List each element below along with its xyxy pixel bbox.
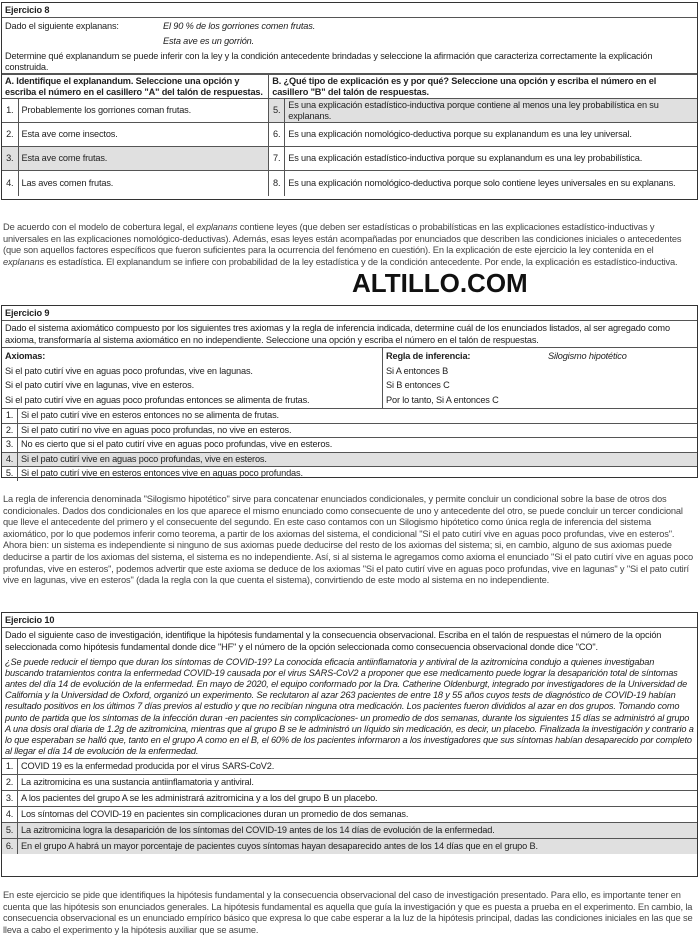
option-b-6[interactable]: Es una explicación nomológico-deductiva porque su explanandum es una ley universal. — [285, 123, 697, 147]
option-number: 3. — [2, 791, 18, 806]
axiom: Si el pato cutirí vive en aguas poco profundas entonces se alimenta de frutas. — [5, 394, 310, 405]
option-b-8[interactable]: Es una explicación nomológico-deductiva porque solo contiene leyes universales en su explanans. — [285, 171, 697, 196]
exercise-9-options — [2, 409, 697, 481]
exercise-10-explanation: En este ejercicio se pide que identifiques la hipótesis fundamental y la consecuencia observacional del caso de investigación presentado. Para ello, es importante tener en cuenta que las hipótesis son enunciados generales. La hipótesis fundamental es aquella que guía la investigación y que es puesta a prueba en el experimento. En cambio, la consecuencia observacional es un enunciado empírico básico que expresa lo que cabe esperar a la luz de la hipótesis principal, dadas las condiciones iniciales en las que se lleva a cabo el experimento y la hipótesis auxiliar que se asume. — [3, 890, 693, 935]
option-1[interactable] — [2, 759, 697, 775]
axiom: Si el pato cutirí vive en aguas poco profundas, vive en lagunas. — [5, 365, 253, 376]
option-number: 4. — [2, 807, 18, 822]
option-text: COVID 19 es la enfermedad producida por el virus SARS-CoV2. — [21, 761, 275, 772]
option-number: 5. — [2, 467, 18, 481]
option-number: 1. — [2, 99, 18, 123]
exercise-9-title: Ejercicio 9 — [2, 306, 697, 321]
option-number: 4. — [2, 453, 18, 467]
axiom: Si el pato cutirí vive en lagunas, vive en esteros. — [5, 380, 194, 391]
option-number: 5. — [2, 823, 18, 838]
rule-line: Por lo tanto, Si A entonces C — [386, 394, 499, 405]
option-b-7[interactable]: Es una explicación estadístico-inductiva porque su explanandum es una ley probabilística. — [285, 147, 697, 171]
option-text: Si el pato cutirí vive en aguas poco profundas, vive en esteros. — [21, 453, 267, 464]
axioms-and-rule — [2, 348, 697, 409]
exercise-8-title: Ejercicio 8 — [2, 3, 697, 18]
option-4[interactable] — [2, 453, 697, 468]
exercise-9 — [1, 305, 698, 478]
option-1[interactable] — [2, 409, 697, 424]
option-a-2[interactable]: Esta ave come insectos. — [18, 123, 269, 147]
option-number: 5. — [269, 99, 285, 123]
option-number: 2. — [2, 775, 18, 790]
option-number: 3. — [2, 147, 18, 171]
option-5[interactable] — [2, 823, 697, 839]
rule-block — [383, 348, 697, 408]
option-number: 2. — [2, 424, 18, 438]
option-text: La azitromicina es una sustancia antiinflamatoria y antiviral. — [21, 777, 254, 788]
axioms-label: Axiomas: — [5, 351, 46, 361]
option-text: En el grupo A habrá un mayor porcentaje de pacientes cuyos síntomas hayan desaparecido antes de los 14 días que en el grupo B. — [21, 841, 538, 852]
option-3[interactable] — [2, 438, 697, 453]
option-text: Si el pato cutirí vive en esteros entonces no se alimenta de frutas. — [21, 410, 279, 421]
exercise-8-explanation — [3, 222, 697, 268]
option-number: 2. — [2, 123, 18, 147]
exercise-10 — [1, 612, 698, 877]
option-number: 1. — [2, 409, 18, 423]
text: explanans — [3, 256, 45, 267]
explanans-block — [2, 18, 697, 50]
option-2[interactable] — [2, 775, 697, 791]
rule-name: Silogismo hipotético — [548, 351, 627, 361]
option-b-5[interactable]: Es una explicación estadístico-inductiva porque contiene al menos una ley probabilística en su explanans. — [285, 99, 697, 123]
option-2[interactable] — [2, 424, 697, 439]
option-number: 1. — [2, 759, 18, 774]
text: es estadística. El explanandum se infiere con probabilidad de la ley estadística y de la condición antecedente. Por ende, la explicación es estadístico-inductiva. — [44, 256, 678, 267]
option-number: 6. — [2, 839, 18, 854]
research-case: ¿Se puede reducir el tiempo que duran los síntomas de COVID-19? La conocida eficacia antiinflamatoria y antiviral de la azitromicina condujo a quienes investigaban buscando tratamientos contra la enfermedad COVID-19 causada por el virus SARS-CoV2 a proponer que ese medicamento puede lograr la desaparición total de síntomas antes del día 14 de evolución de la enfermedad. En mayo de 2020, el equipo conformado por la Dra. Catherine Oldenburgt, integrado por investigadores de la Universidad de California y la Universidad de Oxford, organizó un experimento. Se reclutaron al azar 263 pacientes de entre 18 y 55 años cuyos tests de diagnóstico de COVID-19 habían resultado positivos en los últimos 7 días previos al estudio y que no recibían ninguna otra medicación. Los pacientes fueron divididos al azar en dos grupos. Tomando como punto de partida que los síntomas de la infección duran -en pacientes sin complicaciones- un promedio de dos semanas, durante los siguientes 15 días se administró al grupo A una dosis oral diaria de 1.2g de azitromicina, mientras que al grupo B se le administró un líquido sin medicación, es decir, un placebo. Finalizada la investigación y contrario a lo que esperaban se halló que, tanto en el grupo A como en el B, el 60% de los pacientes informaron a los investigadores que sus síntomas habían desaparecido por completo al llegar el día 14 de evolución de la enfermedad. — [2, 655, 697, 760]
option-text: Si el pato cutirí vive en esteros entonces vive en aguas poco profundas. — [21, 468, 303, 479]
option-5[interactable] — [2, 467, 697, 481]
exercise-10-instruction: Dado el siguiente caso de investigación, identifique la hipótesis fundamental y la consecuencia observacional. Escriba en el talón de respuestas el número de la opción seleccionada como hipótesis fundamental donde dice "HF" y el número de la opción seleccionada como consecuencia observacional donde dice "CO". — [5, 630, 662, 653]
option-a-1[interactable]: Probablemente los gorriones coman frutas. — [18, 99, 269, 123]
option-text: A los pacientes del grupo A se les administrará azitromicina y a los del grupo B un placebo. — [21, 793, 378, 804]
exercise-8 — [1, 2, 698, 200]
option-number: 6. — [269, 123, 285, 147]
option-number: 4. — [2, 171, 18, 196]
option-6[interactable] — [2, 839, 697, 854]
exercise-8-options-table — [2, 74, 697, 196]
option-a-3[interactable]: Esta ave come frutas. — [18, 147, 269, 171]
axioms-block — [2, 348, 383, 408]
option-number: 8. — [269, 171, 285, 196]
option-text: La azitromicina logra la desaparición de los síntomas del COVID-19 antes de los 14 días de evolución de la enfermedad. — [21, 825, 495, 836]
option-text: No es cierto que si el pato cutirí vive en aguas poco profundas, vive en esteros. — [21, 439, 333, 450]
option-text: Los síntomas del COVID-19 en pacientes sin complicaciones duran un promedio de dos semanas. — [21, 809, 409, 820]
column-a-header: A. Identifique el explanandum. Seleccione una opción y escriba el número en el casillero "A" del talón de respuestas. — [2, 75, 269, 99]
option-number: 7. — [269, 147, 285, 171]
option-text: Si el pato cutirí no vive en aguas poco profundas, no vive en esteros. — [21, 424, 292, 435]
rule-line: Si A entonces B — [386, 365, 449, 376]
exercise-9-explanation: La regla de inferencia denominada "Silogismo hipotético" sirve para concatenar enunciados condicionales, y permite concluir un condicional sobre la base de otros dos condicionales. Dados dos condicionales en los que aparece el mismo enunciado como consecuente de uno y antecedente del otro, se puede concluir un tercer condicional que lleve el antecedente del primero y el consecuente del segundo. En este caso contamos con un Silogismo hipótetico como única regla de inferencia del sistema axiomático, por lo que podemos inferir como teorema, a partir de los axiomas del sistema, el condicional "Si el pato cutirí vive en aguas poco profundas, vive en esteros". Ahora bien: un sistema es independiente si ninguno de sus axiomas puede deducirse del resto de los axiomas del sistema; si, en cambio, alguno de sus axiomas puede deducirse a partir de los axiomas del sistema, el sistema es no independiente. Así, si al sistema le agregamos como axioma el enunciado "Si el pato cutirí vive en aguas poco profundas, vive en esteros", podemos advertir que este axioma se deduce de los axiomas "Si el pato cutirí vive en aguas poco profundas, vive en lagunas" y "Si el pato cutirí vive en lagunas, vive en esteros" (dada la regla con la que cuenta el sistema), convirtiendo de este modo al sistema en no independiente. — [3, 494, 693, 586]
text: contiene leyes (que deben ser estadísticas o probabilísticas en las explicaciones estadístico-inductivas y universales en las explicaciones nomológico-deductivas). Además, esas leyes están acompañadas por enunciados que describen las condiciones iniciales o antecedentes (que son aquellos factores específicos que fueron suficientes para la ocurrencia del fenómeno en cuestión). En la explicación de este ejercicio la ley contenida en el — [3, 222, 682, 256]
option-a-4[interactable]: Las aves comen frutas. — [18, 171, 269, 196]
text: explanans — [196, 222, 238, 232]
option-3[interactable] — [2, 791, 697, 807]
explanans-law: El 90 % de los gorriones comen frutas. — [163, 21, 316, 31]
exercise-10-title: Ejercicio 10 — [2, 613, 697, 628]
watermark-logo: ALTILLO.COM — [352, 268, 528, 298]
column-b-header: B. ¿Qué tipo de explicación es y por qué? Seleccione una opción y escriba el número en el casillero "B" del talón de respuestas. — [269, 75, 697, 99]
option-number: 3. — [2, 438, 18, 452]
text: De acuerdo con el modelo de cobertura legal, el — [3, 222, 197, 232]
rule-label: Regla de inferencia: — [386, 351, 471, 361]
exercise-10-options — [2, 759, 697, 854]
rule-line: Si B entonces C — [386, 380, 450, 391]
option-4[interactable] — [2, 807, 697, 823]
exercise-8-instruction: Determine qué explanandum se puede inferir con la ley y la condición antecedente brindadas y seleccione la afirmación que caracteriza correctamente la explicación construida. — [2, 50, 697, 74]
given-label: Dado el siguiente explanans: — [5, 21, 119, 31]
exercise-9-instruction: Dado el sistema axiomático compuesto por los siguientes tres axiomas y la regla de inferencia indicada, determine cuál de los enunciados listados, al ser agregado como axioma, transformaría al sistema axiomático en no independiente. Seleccione una opción y escriba el número en el talón de respuestas. — [2, 321, 697, 348]
explanans-condition: Esta ave es un gorrión. — [163, 36, 255, 46]
